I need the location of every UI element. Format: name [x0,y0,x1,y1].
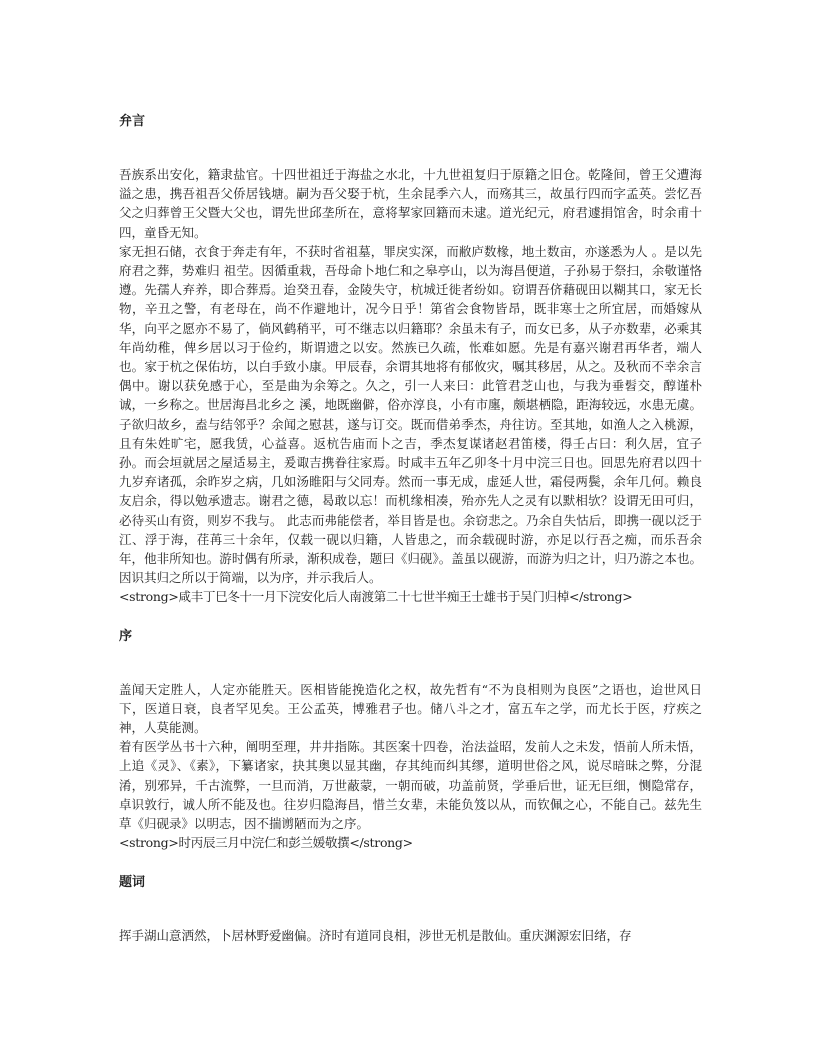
preface-paragraph-1: 吾族系出安化，籍隶盐官。十四世祖迁于海盐之水北，十九世祖复归于原籍之旧仓。乾隆间，曾王父遭海溢之患，携吾祖吾父侨居钱塘。嗣为吾父娶于杭，生余昆季六人，而殇其三，故虽行四而字孟英。尝忆吾父之归葬曾王父暨大父也，谓先世邱垄所在，意将挈家回籍而未逮。道光纪元，府君遽捐馆舍，时余甫十四，童昏无知。 [119,167,702,240]
foreword-signature: <strong>时丙辰三月中浣仁和彭兰媛敬撰</strong> [119,835,413,851]
section-heading-foreword: 序 [119,628,133,644]
section-heading-preface: 弁言 [119,114,146,129]
document-body [119,103,702,945]
preface-paragraph-2: 家无担石储，衣食于奔走有年，不获时省祖墓，罪戾实深，而敝庐数椽，地土数亩，亦遂悉为人 。是以先府君之葬，势难归 祖茔。因循重栽，吾母命卜地仁和之皋亭山，以为海昌便道，子孙易于祭扫，余敬谨恪遵。先孺人弃养，即合葬焉。迨癸丑春，金陵失守，杭城迁徙者纷如。窃谓吾侪藉砚田以糊其口，家无长物，辛丑之警，有老母在，尚不作避地计，况今日乎！第省会食物皆昂，既非寒士之所宜居，而婚嫁从华，向平之愿亦不易了，倘风鹤稍平，可不继志以归籍耶？余虽未有子，而女已多，从子亦数辈，必乘其年尚幼稚，俾乡居以习于俭约，斯谓遗之以安。然族已久疏，怅难如愿。先是有嘉兴谢君再华者，端人也。家于杭之保佑坊，以白手致小康。甲辰春，余谓其地将有郁攸灾，嘱其移居，从之。及秋而不幸余言偶中。谢以获免感于心，至是曲为余筹之。久之，引一人来曰：此管君芝山也，与我为垂髫交，醇谨朴诚，一乡称之。世居海昌北乡之 溪，地既幽僻，俗亦淳良，小有市廛，颇堪栖隐，距海较远，水患无虞。子欲归故乡，盍与结邻乎？余闻之慰甚，遂与订交。既而借弟季杰，舟往访。至其地，如渔人之入桃源，且有朱姓旷宅，愿我赁，心益喜。返杭告庙而卜之吉，季杰复谋诸赵君笛楼，得壬占曰：利久居，宜子孙。而会垣就居之屋适易主，爰诹吉携眷往家焉。时咸丰五年乙卯冬十月中浣三日也。回思先府君以四十九岁弃诸孤，余昨岁之病，几如汤睢阳与父同寿。然而一事无成，虚延人世，霜侵两鬓，余年几何。赖良友启余，得以勉承遗志。谢君之德，曷敢以忘！而机缘相凑，殆亦先人之灵有以默相欤？设谓无田可归，必待买山有资，则岁不我与。 此志而弗能偿者，举目皆是也。余窃悲之。乃余自失怙后，即携一砚以泛于江、浮于海，荏苒三十余年，仅载一砚以归籍，人皆患之，而余载砚时游，亦足以行吾之痴，而乐吾余年，他非所知也。游时偶有所录，渐积成卷，题曰《归砚》。盖虽以砚游，而游为归之计，归乃游之本也。因识其归之所以于简端，以为序，并示我后人。 [119,243,702,586]
foreword-paragraph-2: 着有医学丛书十六种，阐明至理，井井指陈。其医案十四卷，治法益昭，发前人之未发，悟前人所未悟，上追《灵》、《素》，下纂诸家，抉其奥以显其幽，存其纯而纠其缪，道明世俗之风，说尽暗昧之弊，分混淆，别邪异，千古流弊，一旦而消，万世蔽蒙，一朝而破，功盖前贤，学垂后世，证无巨细，恻隐常存，卓识敦行，诚人所不能及也。往岁归隐海昌，惜兰女辈，未能负笈以从，而钦佩之心，不能自己。兹先生草《归砚录》以明志，因不揣谫陋而为之序。 [119,739,702,832]
section-heading-inscriptions: 题词 [119,874,146,890]
preface-signature: <strong>咸丰丁巳冬十一月下浣安化后人南渡第二十七世半痴王士雄书于吴门归棹</strong> [119,589,633,605]
foreword-paragraph-1: 盖闻天定胜人，人定亦能胜天。医相皆能挽造化之权，故先哲有“不为良相则为良医”之语也，迨世风日下，医道日衰，良者罕见矣。王公孟英，博雅君子也。储八斗之才，富五车之学，而尤长于医，疗疾之神，人莫能测。 [119,681,702,736]
inscription-paragraph-1: 挥手湖山意洒然，卜居林野爱幽偏。济时有道同良相，涉世无机是散仙。重庆渊源宏旧绪，存 [119,927,632,943]
